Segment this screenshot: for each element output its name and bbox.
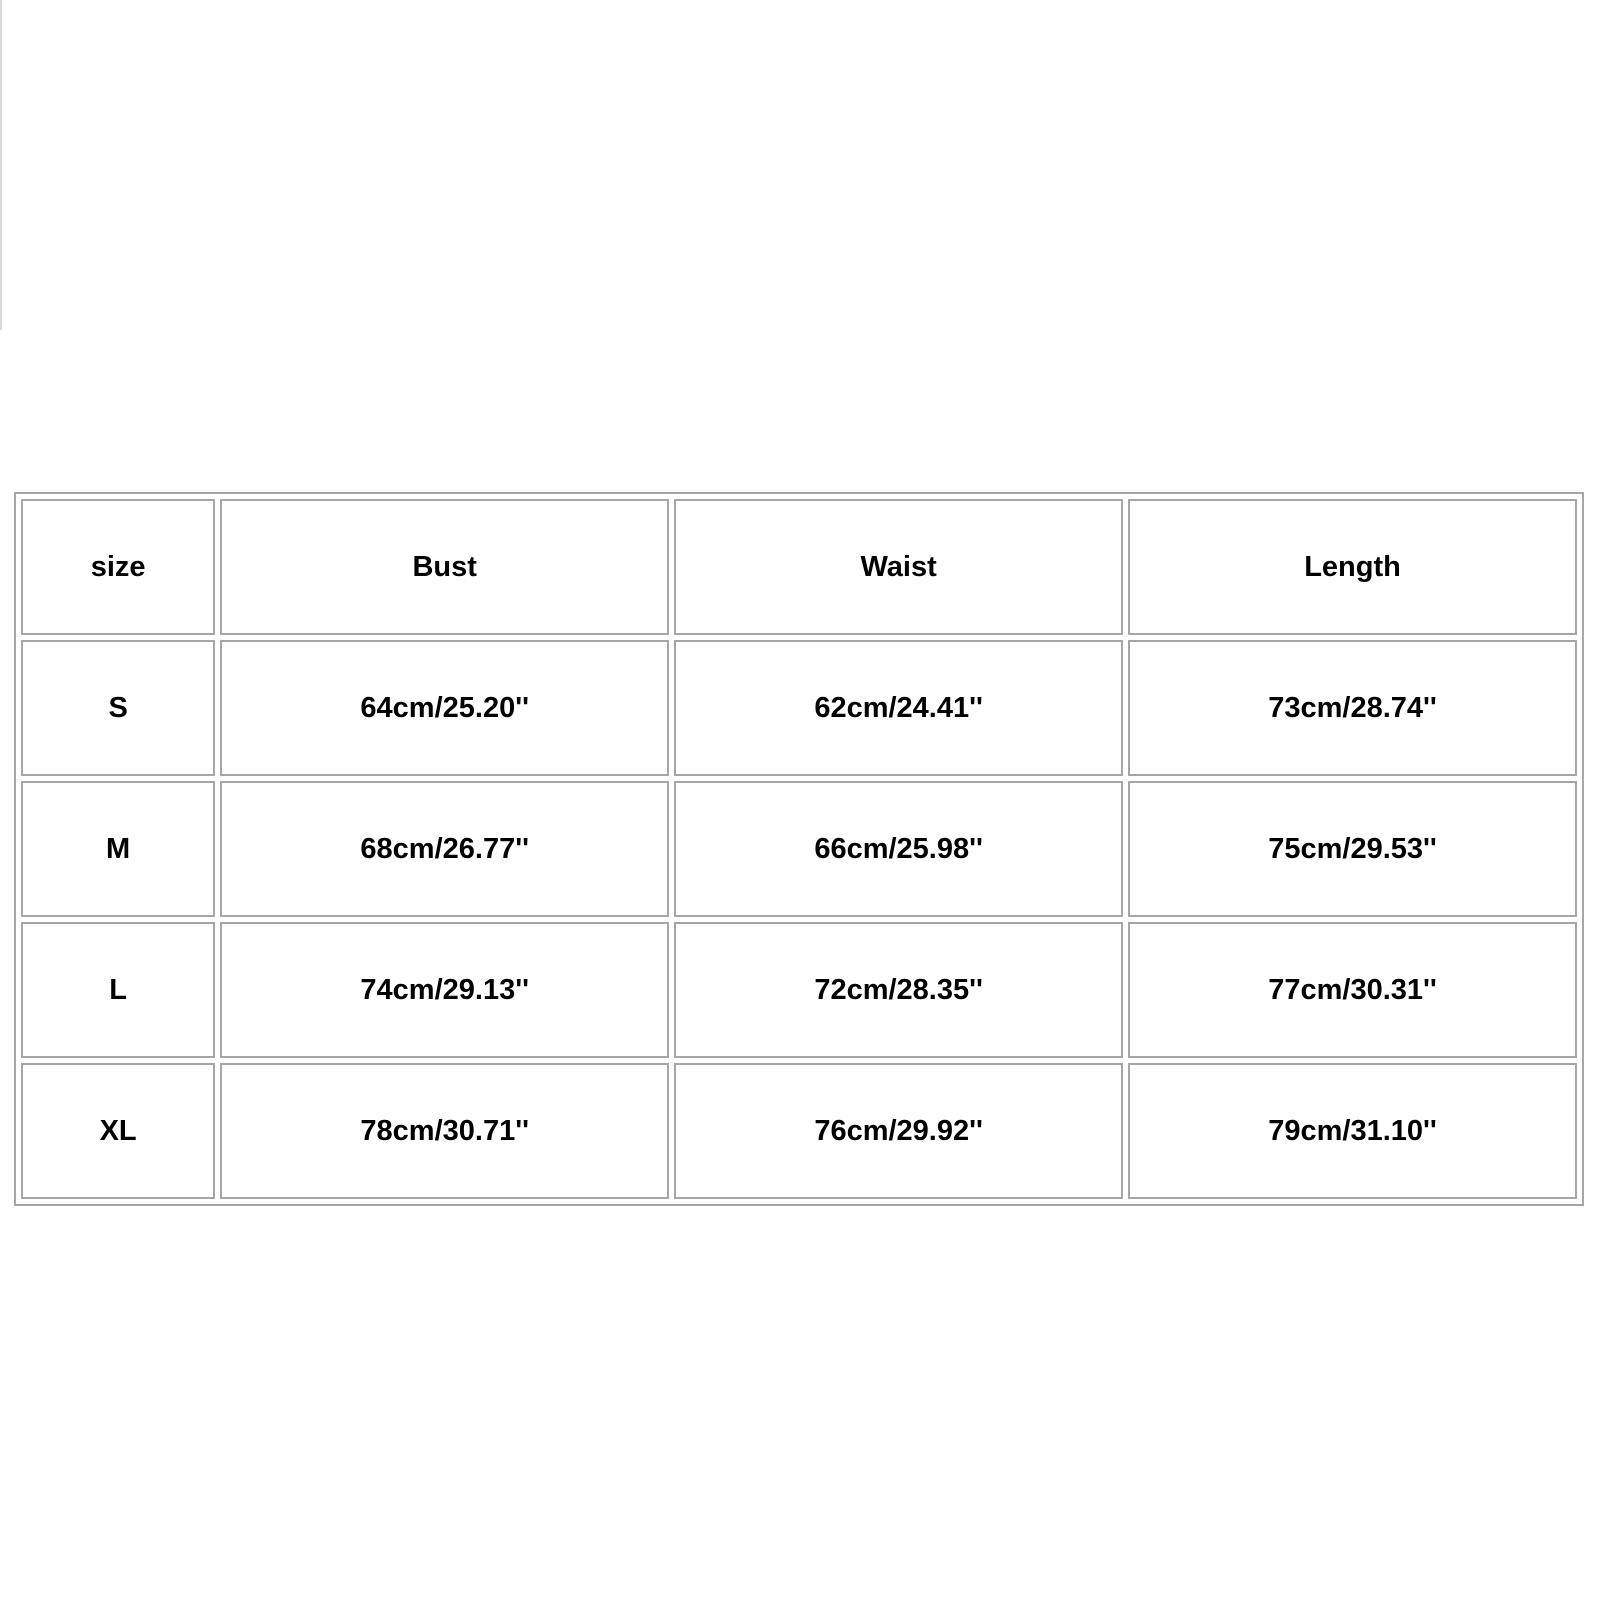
cell-waist: 66cm/25.98''	[674, 781, 1123, 917]
cell-size: L	[21, 922, 215, 1058]
size-chart	[14, 492, 1584, 1206]
cell-bust: 78cm/30.71''	[220, 1063, 669, 1199]
cell-length: 77cm/30.31''	[1128, 922, 1577, 1058]
table-row	[21, 1063, 1577, 1199]
cell-bust: 74cm/29.13''	[220, 922, 669, 1058]
header-bust: Bust	[220, 499, 669, 635]
header-length: Length	[1128, 499, 1577, 635]
cell-waist: 76cm/29.92''	[674, 1063, 1123, 1199]
cell-length: 75cm/29.53''	[1128, 781, 1577, 917]
cell-length: 73cm/28.74''	[1128, 640, 1577, 776]
header-waist: Waist	[674, 499, 1123, 635]
table-row	[21, 640, 1577, 776]
left-edge-divider	[0, 0, 2, 330]
cell-waist: 62cm/24.41''	[674, 640, 1123, 776]
cell-size: S	[21, 640, 215, 776]
cell-size: XL	[21, 1063, 215, 1199]
table-row	[21, 781, 1577, 917]
cell-waist: 72cm/28.35''	[674, 922, 1123, 1058]
size-chart-table	[14, 492, 1584, 1206]
cell-bust: 64cm/25.20''	[220, 640, 669, 776]
header-size: size	[21, 499, 215, 635]
cell-size: M	[21, 781, 215, 917]
cell-bust: 68cm/26.77''	[220, 781, 669, 917]
table-header-row	[21, 499, 1577, 635]
cell-length: 79cm/31.10''	[1128, 1063, 1577, 1199]
table-row	[21, 922, 1577, 1058]
